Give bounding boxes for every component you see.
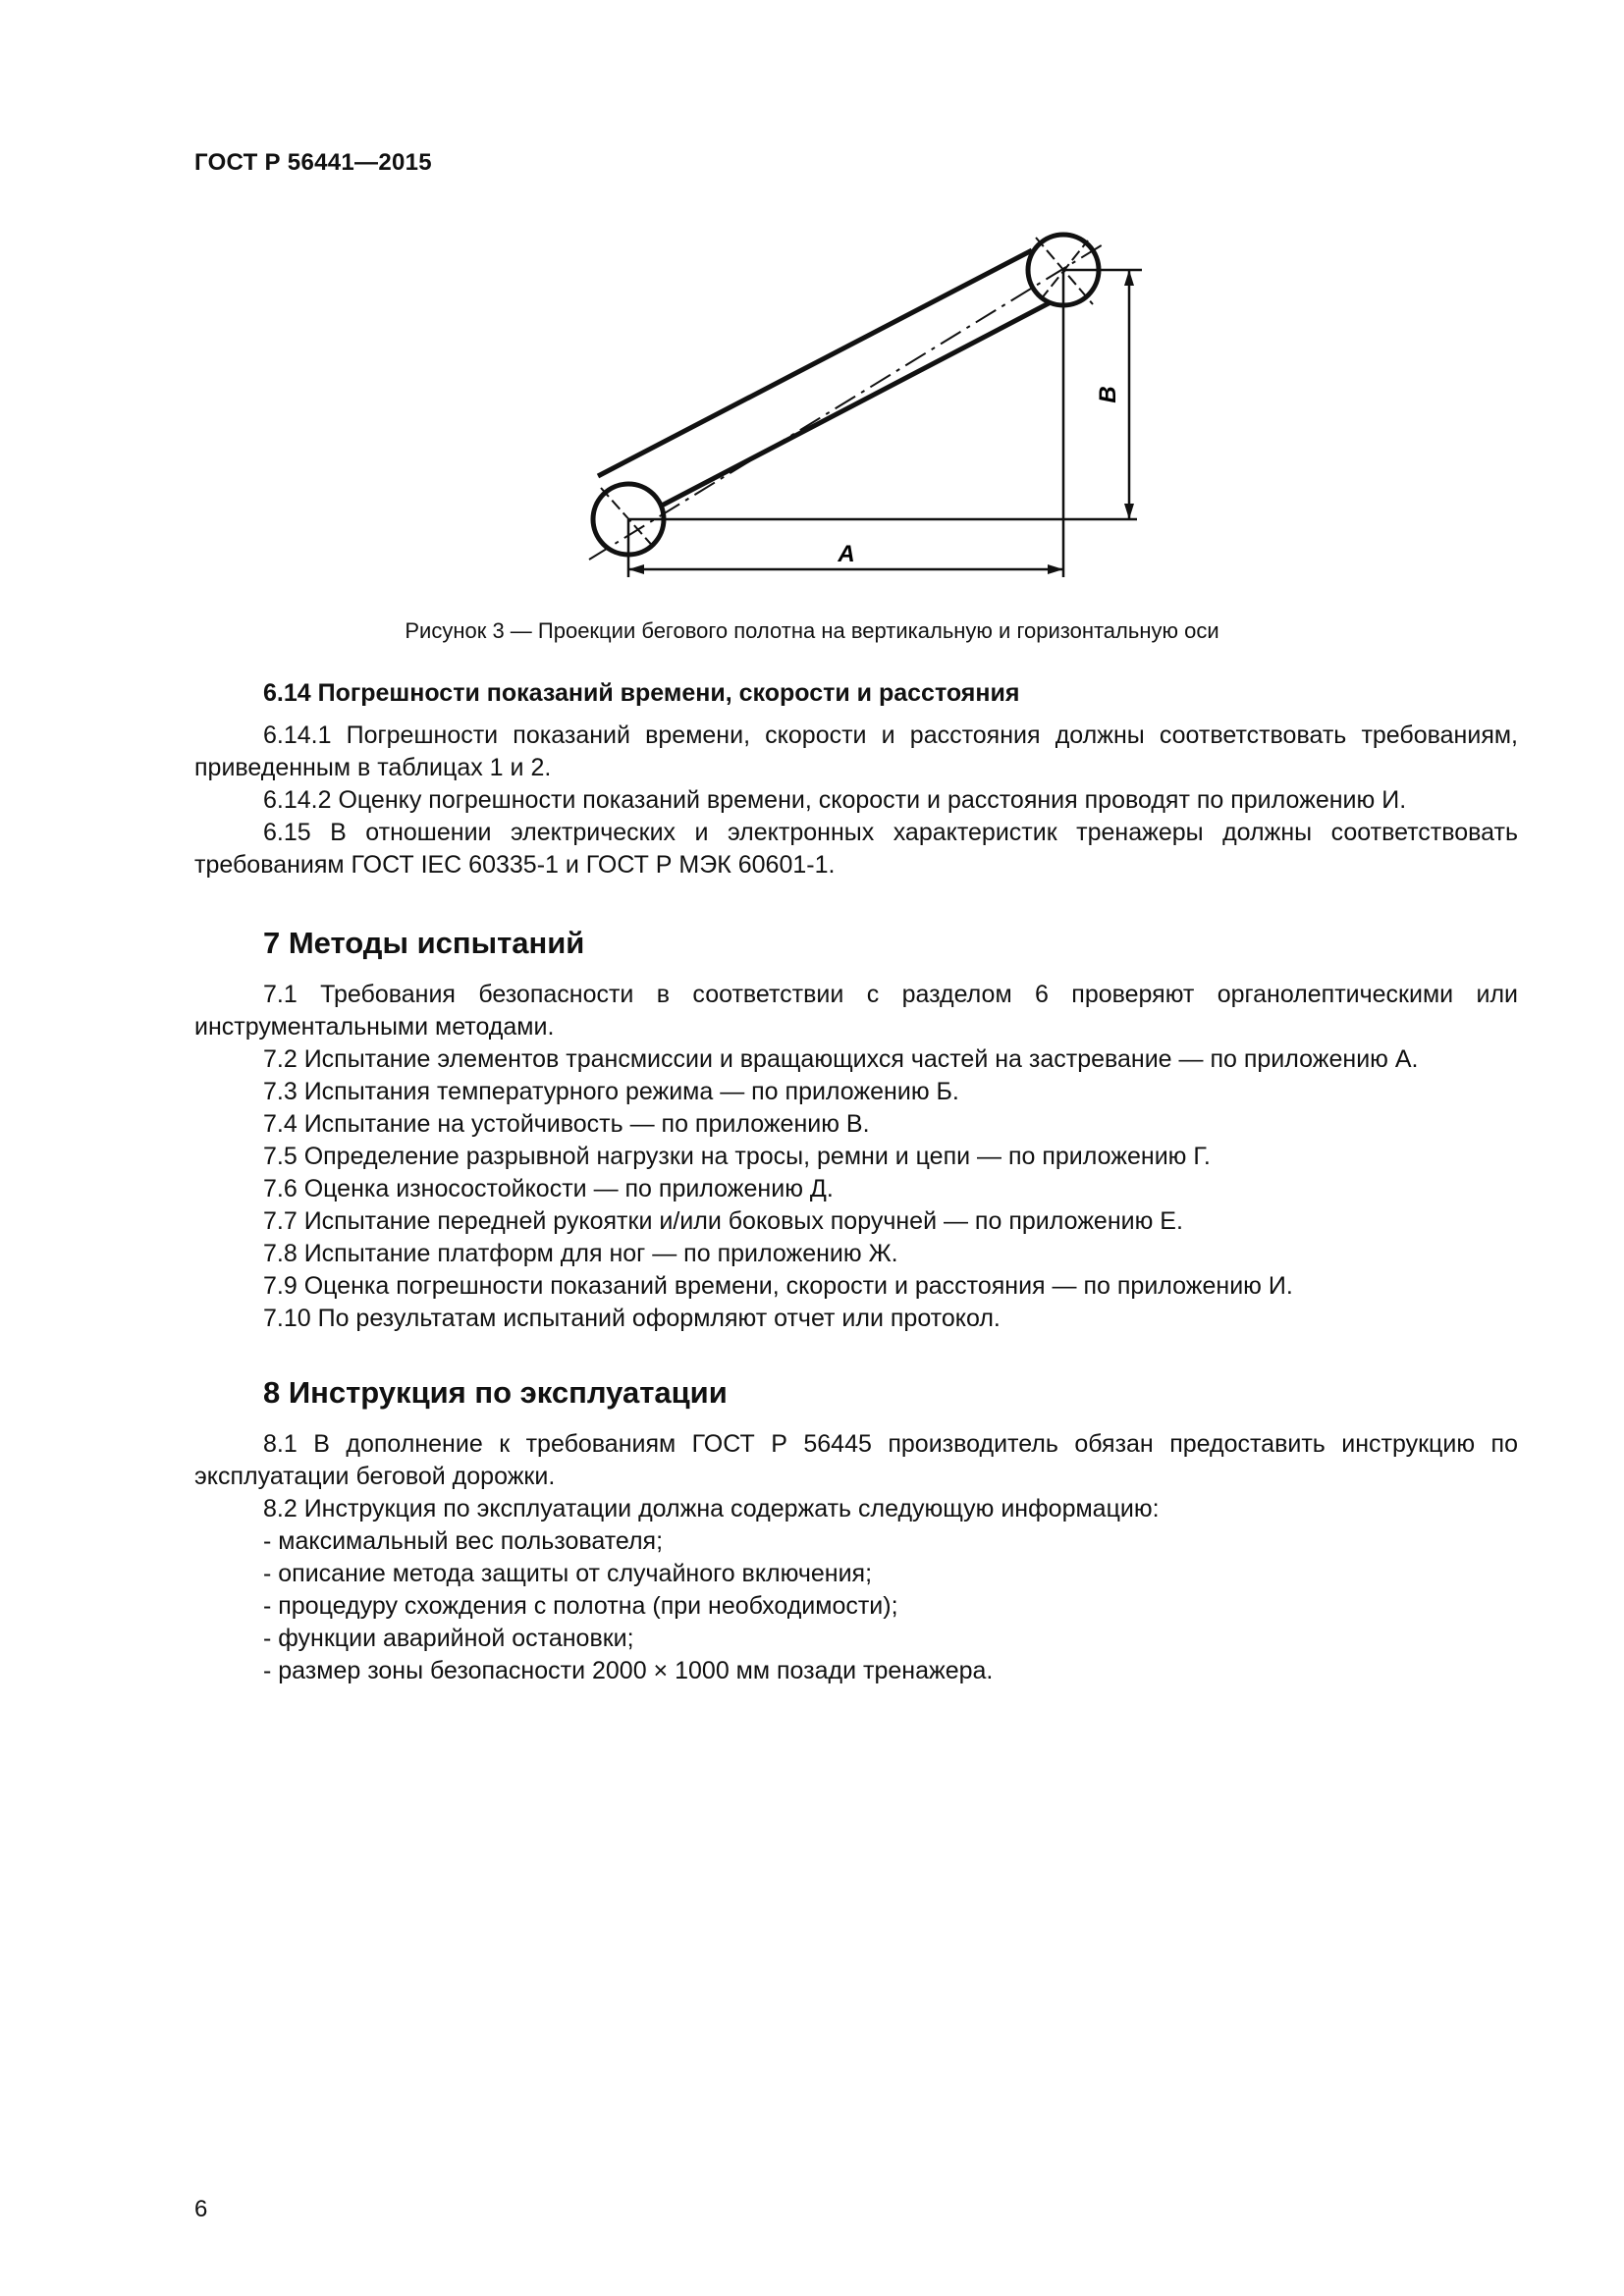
- page-number: 6: [194, 2196, 208, 2222]
- dimension-a-arrow-left: [628, 564, 644, 574]
- paragraph-7-3: 7.3 Испытания температурного режима — по приложению Б.: [263, 1078, 959, 1105]
- belt-lower-edge: [637, 293, 1069, 518]
- instruction-list: [194, 1525, 1518, 1687]
- document-header: ГОСТ Р 56441—2015: [194, 149, 432, 176]
- dimension-b-arrow-bottom: [1124, 504, 1134, 519]
- list-item: - описание метода защиты от случайного включения;: [263, 1560, 873, 1587]
- section-heading-7: 7 Методы испытаний: [263, 926, 585, 960]
- paragraph-8-1: 8.1 В дополнение к требованиям ГОСТ Р 56445 производитель обязан предоставить инструкцию по эксплуатации беговой дорожки.: [194, 1430, 1518, 1490]
- figure-caption: Рисунок 3 — Проекции бегового полотна на вертикальную и горизонтальную оси: [405, 618, 1219, 643]
- paragraph-7-1: 7.1 Требования безопасности в соответствии с разделом 6 проверяют органолептическими или инструментальными методами.: [194, 981, 1518, 1041]
- paragraph-6-14-1: 6.14.1 Погрешности показаний времени, скорости и расстояния должны соответствовать требованиям, приведенным в таблицах 1 и 2.: [194, 721, 1518, 781]
- dimension-a-label: A: [838, 541, 855, 567]
- dimension-b-label: B: [1095, 386, 1121, 403]
- list-item: - функции аварийной остановки;: [263, 1625, 634, 1652]
- list-item: - максимальный вес пользователя;: [263, 1527, 664, 1555]
- paragraph-7-9: 7.9 Оценка погрешности показаний времени, скорости и расстояния — по приложению И.: [263, 1272, 1293, 1300]
- paragraph-7-5: 7.5 Определение разрывной нагрузки на тросы, ремни и цепи — по приложению Г.: [263, 1143, 1211, 1170]
- paragraph-7-4: 7.4 Испытание на устойчивость — по приложению В.: [263, 1110, 870, 1138]
- subsection-heading-6-14: 6.14 Погрешности показаний времени, скорости и расстояния: [263, 679, 1020, 707]
- paragraph-7-7: 7.7 Испытание передней рукоятки и/или боковых поручней — по приложению Е.: [263, 1207, 1183, 1235]
- belt-center-line: [589, 243, 1105, 560]
- paragraph-7-8: 7.8 Испытание платформ для ног — по приложению Ж.: [263, 1240, 898, 1267]
- paragraph-8-2: 8.2 Инструкция по эксплуатации должна содержать следующую информацию:: [263, 1495, 1160, 1522]
- list-item: - процедуру схождения с полотна (при необходимости);: [263, 1592, 898, 1620]
- document-body: [194, 677, 1518, 1687]
- paragraph-6-14-2: 6.14.2 Оценку погрешности показаний времени, скорости и расстояния проводят по приложению И.: [263, 786, 1407, 814]
- dimension-a-arrow-right: [1048, 564, 1063, 574]
- belt-upper-edge: [598, 250, 1032, 476]
- dimension-b-arrow-top: [1124, 270, 1134, 286]
- paragraph-7-6: 7.6 Оценка износостойкости — по приложению Д.: [263, 1175, 834, 1202]
- figure-3-diagram: [550, 216, 1159, 589]
- paragraph-7-2: 7.2 Испытание элементов трансмиссии и вращающихся частей на застревание — по приложению А.: [263, 1045, 1419, 1073]
- paragraph-7-10: 7.10 По результатам испытаний оформляют отчет или протокол.: [263, 1305, 1001, 1332]
- list-item: - размер зоны безопасности 2000 × 1000 мм позади тренажера.: [263, 1657, 994, 1684]
- section-heading-8: 8 Инструкция по эксплуатации: [263, 1375, 728, 1410]
- paragraph-6-15: 6.15 В отношении электрических и электронных характеристик тренажеры должны соответствовать требованиям ГОСТ IEC 60335-1 и ГОСТ Р МЭК 60601-1.: [194, 819, 1518, 879]
